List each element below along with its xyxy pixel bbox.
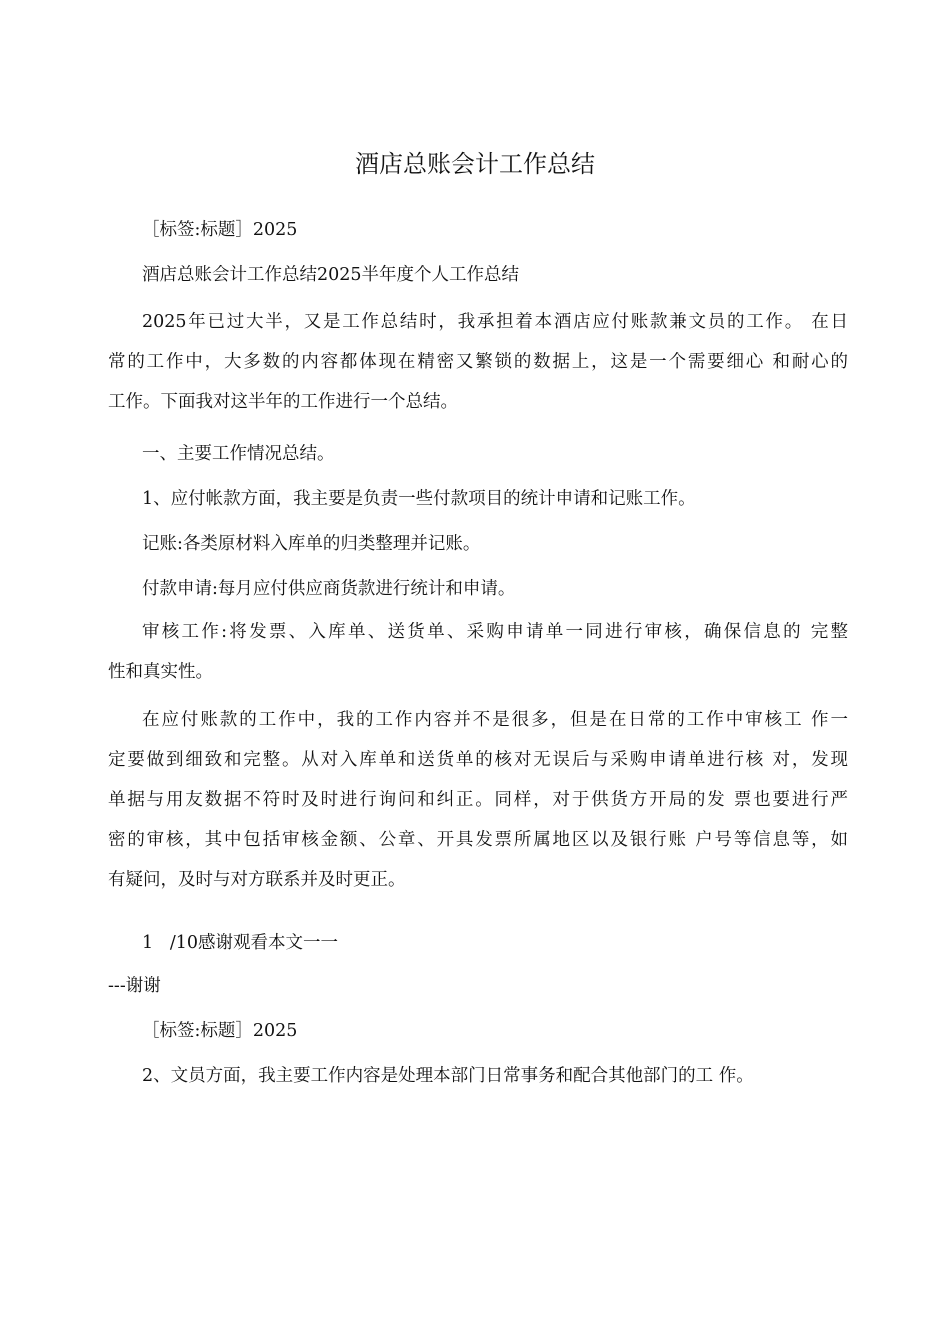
intro-paragraph bbox=[108, 302, 848, 422]
audit-line: 性和真实性。 bbox=[108, 662, 213, 682]
subtitle-paragraph: 酒店总账会计工作总结2025半年度个人工作总结 bbox=[142, 265, 520, 285]
thanks-line: ---谢谢 bbox=[108, 976, 161, 996]
audit-paragraph bbox=[108, 612, 848, 692]
detail-line: 在应付账款的工作中，我的工作内容并不是很多，但是在日常的工作中审核工 作一 bbox=[142, 710, 848, 730]
detail-line: 有疑问，及时与对方联系并及时更正。 bbox=[108, 870, 406, 890]
item-2-paragraph: 2、文员方面，我主要工作内容是处理本部门日常事务和配合其他部门的工 作。 bbox=[142, 1066, 754, 1086]
item-1-paragraph: 1、应付帐款方面，我主要是负责一些付款项目的统计申请和记账工作。 bbox=[142, 489, 696, 509]
audit-line: 审核工作:将发票、入库单、送货单、采购申请单一同进行审核，确保信息的 完整 bbox=[142, 622, 848, 642]
page-footer: 1 /10感谢观看本文一一 bbox=[142, 933, 338, 953]
tag-line: ［标签:标题］2025 bbox=[142, 220, 298, 240]
detail-paragraph bbox=[108, 700, 848, 900]
intro-line: 工作。下面我对这半年的工作进行一个总结。 bbox=[108, 392, 458, 412]
detail-line: 单据与用友数据不符时及时进行询问和纠正。同样，对于供货方开局的发 票也要进行严 bbox=[108, 790, 848, 810]
tag-line: ［标签:标题］2025 bbox=[142, 1021, 298, 1041]
section-heading: 一、主要工作情况总结。 bbox=[142, 444, 335, 464]
intro-line: 常的工作中，大多数的内容都体现在精密又繁锁的数据上，这是一个需要细心 和耐心的 bbox=[108, 352, 848, 372]
payment-request-paragraph: 付款申请:每月应付供应商货款进行统计和申请。 bbox=[142, 579, 516, 599]
document-title: 酒店总账会计工作总结 bbox=[355, 150, 595, 178]
detail-line: 定要做到细致和完整。从对入库单和送货单的核对无误后与采购申请单进行核 对，发现 bbox=[108, 750, 848, 770]
intro-line: 2025年已过大半，又是工作总结时，我承担着本酒店应付账款兼文员的工作。 在日 bbox=[142, 312, 848, 332]
detail-line: 密的审核，其中包括审核金额、公章、开具发票所属地区以及银行账 户号等信息等，如 bbox=[108, 830, 848, 850]
bookkeeping-paragraph: 记账:各类原材料入库单的归类整理并记账。 bbox=[142, 534, 481, 554]
